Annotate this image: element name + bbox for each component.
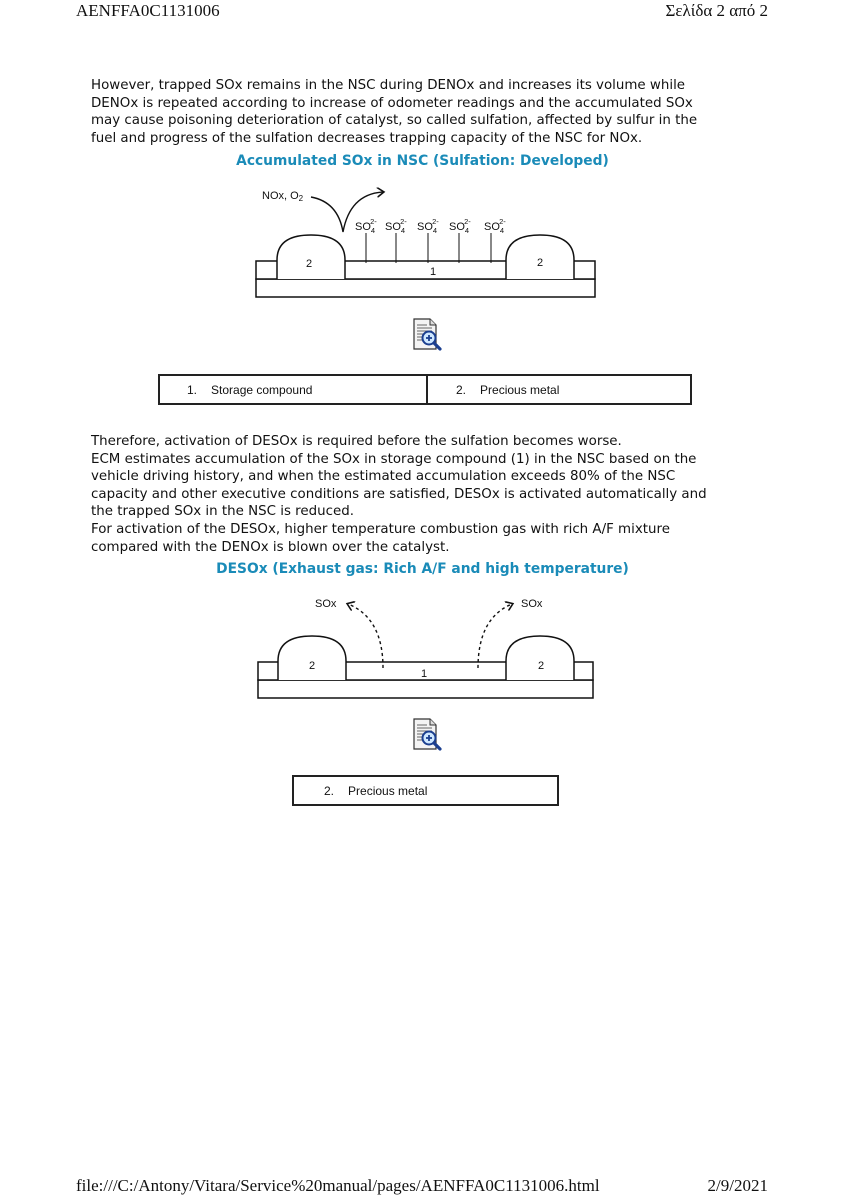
legend-number: 2.	[456, 382, 467, 397]
precious-metal-right	[506, 636, 574, 680]
label-precious-metal-right: 2	[537, 257, 544, 269]
zoom-document-icon[interactable]	[413, 718, 443, 752]
paragraph-line: the trapped SOx in the NSC is reduced.	[91, 504, 354, 520]
catalyst-substrate	[256, 279, 595, 297]
label-storage-compound: 1	[421, 668, 428, 680]
desox-paragraph	[91, 433, 761, 556]
paragraph-line: vehicle driving history, and when the estimated accumulation exceeds 80% of the NSC	[91, 469, 676, 485]
legend-item	[160, 376, 426, 403]
footer-url: file:///C:/Antony/Vitara/Service%20manual/pages/AENFFA0C1131006.html	[76, 1176, 600, 1195]
legend-text: Precious metal	[348, 783, 428, 798]
sulfate-label: $SO_42-$	[484, 217, 506, 235]
intro-line: However, trapped SOx remains in the NSC during DENOx and increases its volume while	[91, 78, 686, 93]
catalyst-substrate	[258, 680, 593, 698]
sox-label-left: SOx	[315, 598, 337, 610]
paragraph-line: For activation of the DESOx, higher temperature combustion gas with rich A/F mixture	[91, 521, 670, 537]
precious-metal-left	[277, 235, 345, 279]
intro-line: fuel and progress of the sulfation decreases trapping capacity of the NSC for NOx.	[91, 130, 643, 146]
label-storage-compound: 1	[430, 266, 437, 278]
precious-metal-left	[278, 636, 346, 680]
legend-number: 1.	[187, 382, 198, 397]
footer-date: 2/9/2021	[707, 1176, 768, 1195]
legend-item	[294, 777, 557, 804]
zoom-document-icon[interactable]	[413, 318, 443, 352]
sulfate-label: $SO_42-$	[449, 217, 471, 235]
paragraph-line: capacity and other executive conditions are satisfied, DESOx is activated automatically and	[91, 486, 707, 502]
figure2-title: DESOx (Exhaust gas: Rich A/F and high temperature)	[216, 561, 629, 577]
sulfate-label: $SO_42-$	[417, 217, 439, 235]
label-precious-metal-left: 2	[309, 660, 316, 672]
legend-item	[426, 376, 690, 403]
paragraph-line: Therefore, activation of DESOx is required before the sulfation becomes worse.	[91, 434, 622, 449]
sulfate-label: $SO_42-$	[355, 217, 377, 235]
sulfation-diagram	[0, 180, 845, 305]
sulfate-label: $SO_42-$	[385, 217, 407, 235]
desox-diagram	[0, 588, 845, 703]
legend-number: 2.	[324, 783, 335, 798]
gas-label: NOx, O2	[262, 190, 304, 203]
paragraph-line: compared with the DENOx is blown over the catalyst.	[91, 539, 450, 555]
legend-text: Storage compound	[211, 382, 313, 397]
sox-label-right: SOx	[521, 598, 543, 610]
label-precious-metal-right: 2	[538, 660, 545, 672]
doc-id: AENFFA0C1131006	[76, 1, 220, 20]
page-indicator: Σελίδα 2 από 2	[665, 1, 768, 20]
intro-line: DENOx is repeated according to increase of odometer readings and the accumulated SOx	[91, 95, 693, 111]
sox-release-arrow-left	[348, 604, 383, 668]
label-precious-metal-left: 2	[306, 258, 313, 270]
intro-line: may cause poisoning deterioration of catalyst, so called sulfation, affected by sulfur in the	[91, 113, 698, 129]
paragraph-line: ECM estimates accumulation of the SOx in storage compound (1) in the NSC based on the	[91, 451, 697, 467]
intro-paragraph	[91, 77, 761, 147]
figure2-legend	[292, 775, 559, 806]
figure1-title: Accumulated SOx in NSC (Sulfation: Developed)	[236, 153, 609, 169]
legend-text: Precious metal	[480, 382, 560, 397]
figure1-legend	[158, 374, 692, 405]
